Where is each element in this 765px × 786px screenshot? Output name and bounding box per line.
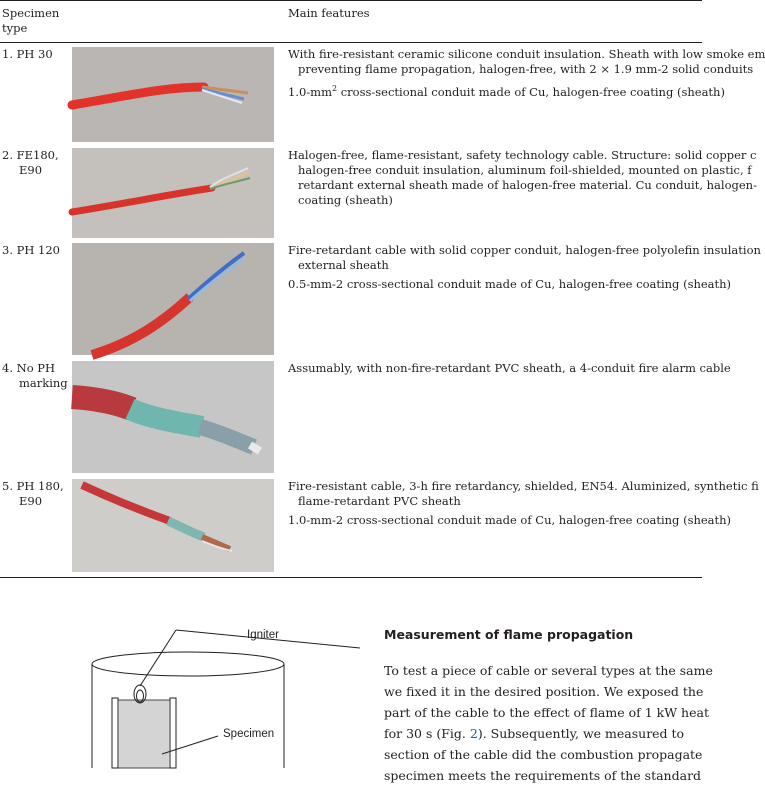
cable-photo: [72, 148, 274, 238]
cable-photo: [72, 361, 274, 473]
body-line: specimen meets the requirements of the standard: [384, 768, 702, 783]
specimen-type-cell: 2. FE180, E90: [2, 148, 59, 177]
flame-test-diagram: [0, 604, 360, 768]
body-line: for 30 s (Fig. 2). Subsequently, we measured to: [384, 726, 685, 741]
cable-photo: [72, 243, 274, 355]
table-top-rule: [0, 0, 702, 1]
igniter-label: Igniter: [247, 629, 279, 641]
section-heading: Measurement of flame propagation: [384, 627, 634, 642]
specimen-type-cell: 3. PH 120: [2, 243, 60, 257]
specimen-type-cell: 1. PH 30: [2, 47, 53, 61]
specimen-type-cell: 5. PH 180, E90: [2, 479, 64, 508]
figure-reference-link[interactable]: 2: [469, 726, 478, 741]
cable-photo: [72, 47, 274, 142]
section-body: [384, 660, 713, 786]
header-specimen-type: Specimen type: [2, 6, 60, 35]
body-line: part of the cable to the effect of flame of 1 kW heat: [384, 705, 709, 720]
cable-photo: [72, 479, 274, 572]
main-features-cell: Fire-retardant cable with solid copper conduit, halogen-free polyolefin insulation external sheath 0.5-mm-2 cross-sectional conduit made of Cu, halogen-free coating (sheath): [288, 243, 761, 291]
main-features-cell: With fire-resistant ceramic silicone conduit insulation. Sheath with low smoke em preventing flame propagation, halogen-free, with 2 × 1.9 mm-2 solid conduits $1.0-mm^2$ cross-sectional conduit made of Cu, halogen-free coating (sheath): [288, 47, 765, 99]
table-header-rule: [0, 42, 702, 43]
body-line: To test a piece of cable or several types at the same: [384, 663, 713, 678]
specimen-label: Specimen: [223, 728, 275, 740]
body-line: section of the cable did the combustion propagate: [384, 747, 703, 762]
header-main-features: Main features: [288, 6, 370, 20]
main-features-cell: Assumably, with non-fire-retardant PVC sheath, a 4-conduit fire alarm cable: [288, 361, 731, 375]
body-line: we fixed it in the desired position. We exposed the: [384, 684, 704, 699]
table-bottom-rule: [0, 577, 702, 578]
main-features-cell: Halogen-free, flame-resistant, safety technology cable. Structure: solid copper c halogen-free conduit insulation, aluminum foil-shielded, mounted on plastic, f retardant external sheath made of halogen-free material. Cu conduit, halogen- coating (sheath): [288, 148, 757, 207]
main-features-cell: Fire-resistant cable, 3-h fire retardancy, shielded, EN54. Aluminized, synthetic fi flame-retardant PVC sheath 1.0-mm-2 cross-sectional conduit made of Cu, halogen-free coating (sheath): [288, 479, 759, 527]
specimen-type-cell: 4. No PH marking: [2, 361, 68, 390]
